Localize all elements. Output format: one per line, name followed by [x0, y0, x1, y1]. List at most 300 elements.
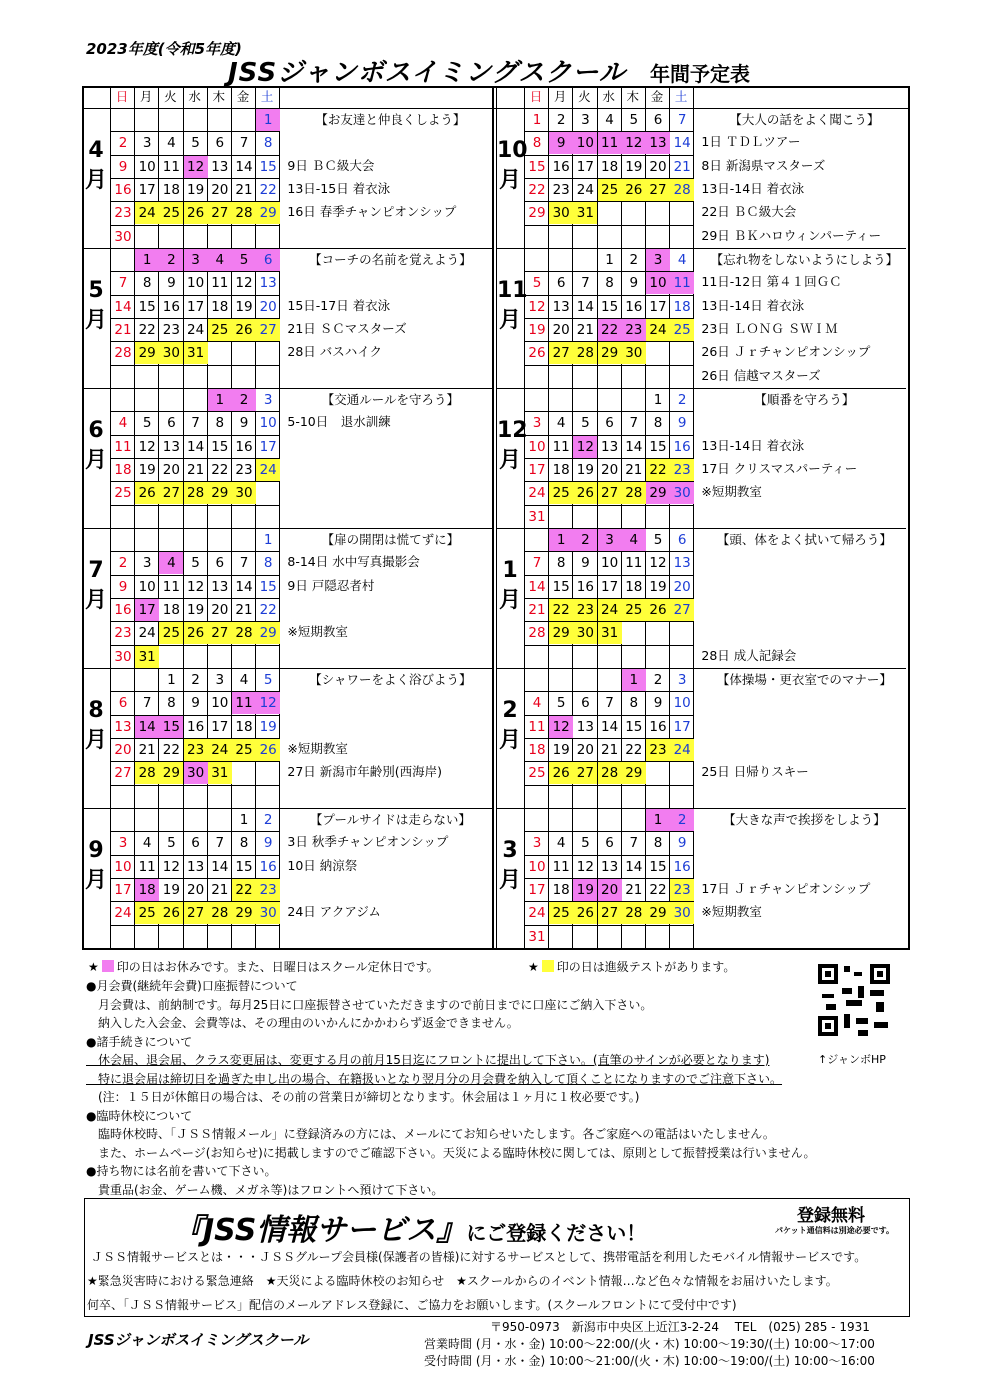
day-cell: 1: [549, 529, 573, 551]
day-cell: 5: [629, 112, 639, 128]
month-motto: 【扉の開閉は慌てずに】: [321, 532, 460, 547]
month-event: ※短期教室: [701, 904, 762, 920]
note-line: 納入した入会金、会費等は、その理由のいかんにかかわらず返金できません。: [86, 1016, 519, 1030]
day-cell: 20: [552, 321, 570, 338]
day-cell: 1: [135, 249, 159, 271]
day-cell: 21: [114, 321, 132, 338]
day-cell: 15: [552, 578, 570, 595]
day-cell: 6: [556, 275, 566, 292]
day-cell: 25: [114, 485, 132, 502]
day-cell: 6: [215, 555, 225, 572]
day-cell: 27: [646, 179, 670, 201]
day-cell: 9: [677, 835, 687, 852]
day-cell: 29: [646, 482, 670, 504]
day-cell: 22: [138, 321, 156, 338]
header-title: JSSジャンボスイミングスクール: [228, 58, 626, 88]
day-cell: 28: [184, 482, 208, 504]
note-line: 月会費は、前納制です。毎月25日に口座振替させていただきますので前日までに口座にご納入下さい。: [86, 997, 653, 1012]
day-cell: 27: [256, 319, 280, 341]
day-cell: 30: [549, 202, 573, 224]
day-cell: 16: [552, 158, 570, 175]
service-headline-main: 『JSS情報サービス』: [173, 1213, 467, 1248]
month-event: 22日 ＢＣ級大会: [701, 204, 797, 220]
qr-code: [818, 964, 890, 1036]
day-cell: 5: [653, 532, 663, 548]
day-cell: 13: [601, 438, 619, 455]
month-label: 12 月: [497, 418, 528, 473]
weekday-6: 土: [674, 89, 688, 104]
day-cell: 30: [256, 902, 280, 924]
day-cell: 29: [256, 622, 280, 644]
day-cell: 30: [184, 762, 208, 784]
day-cell: 27: [573, 762, 597, 784]
day-cell: 8: [215, 415, 225, 432]
day-cell: 15: [138, 298, 156, 315]
day-cell: 4: [208, 249, 232, 271]
day-cell: 7: [629, 415, 639, 432]
day-cell: 10: [646, 272, 670, 294]
month-event: 5-10日 退水訓練: [287, 414, 391, 430]
day-cell: 13: [114, 718, 132, 735]
day-cell: 31: [528, 508, 546, 525]
month-event: 1日 ＴＤＬツアー: [701, 134, 801, 150]
month-event: 28日 成人記録会: [701, 647, 797, 663]
day-cell: 11: [598, 132, 622, 154]
day-cell: 4: [556, 415, 566, 432]
day-cell: 29: [135, 342, 159, 364]
month-event: 8-14日 水中写真撮影会: [287, 554, 420, 570]
month-event: 13日-14日 着衣泳: [701, 437, 805, 453]
month-motto: 【忘れ物をしないようにしよう】: [710, 252, 899, 267]
day-cell: 7: [191, 415, 200, 432]
month-event: 3日 秋季チャンピオンシップ: [287, 834, 449, 850]
day-cell: 2: [556, 112, 566, 128]
day-cell: 17: [187, 298, 205, 315]
day-cell: 15: [601, 298, 619, 315]
day-cell: 19: [576, 461, 594, 478]
day-cell: 1: [532, 112, 542, 128]
day-cell: 7: [605, 695, 614, 712]
day-cell: 31: [208, 762, 232, 784]
day-cell: 8: [653, 415, 663, 432]
half-divider-2: [496, 86, 497, 950]
day-cell: 11: [162, 158, 180, 175]
day-cell: 14: [187, 438, 205, 455]
qr-caption: ↑ジャンボHP: [818, 1053, 886, 1066]
pink-swatch: [102, 960, 114, 972]
day-cell: 14: [625, 858, 643, 875]
day-cell: 4: [605, 112, 614, 128]
day-cell: 25: [232, 739, 256, 761]
day-cell: 3: [532, 415, 542, 432]
yellow-swatch: [542, 960, 554, 972]
day-cell: 20: [114, 741, 132, 758]
day-cell: 18: [552, 881, 570, 898]
footer-reception: 受付時間 (月・水・金) 10:00～21:00/(火・木) 10:00～19:00/(土) 10:00～16:00: [424, 1354, 875, 1368]
col-line: [621, 86, 622, 950]
day-cell: 6: [167, 415, 176, 432]
day-cell: 21: [528, 601, 546, 618]
month-event: 10日 納涼祭: [287, 857, 358, 873]
day-cell: 12: [528, 298, 546, 315]
day-cell: 9: [629, 275, 639, 292]
day-cell: 17: [649, 298, 667, 315]
free-label: 登録無料: [797, 1206, 865, 1226]
day-cell: 5: [232, 249, 256, 271]
day-cell: 15: [259, 158, 277, 175]
day-cell: 26: [159, 902, 183, 924]
month-label: 10 月: [497, 138, 528, 193]
month-label: 7 月: [84, 558, 107, 613]
day-cell: 7: [239, 555, 249, 572]
weekday-0: 日: [115, 89, 129, 104]
month-event: 9日 戸隠忍者村: [287, 577, 375, 593]
day-cell: 17: [528, 461, 546, 478]
day-cell: 27: [208, 202, 232, 224]
weekday-1: 月: [139, 89, 153, 104]
note-line: 臨時休校時、「ＪＳＳ情報メール」に登録済みの方には、メールにてお知らせいたします。各ご家庭への電話はいたしません。: [86, 1127, 775, 1141]
day-cell: 1: [208, 389, 232, 411]
day-cell: 2: [653, 672, 663, 688]
day-cell: 8: [532, 135, 542, 152]
day-cell: 14: [673, 135, 691, 152]
month-event: 13日-14日 着衣泳: [701, 297, 805, 313]
day-cell: 30: [232, 482, 256, 504]
service-headline-tail: にご登録ください！: [466, 1221, 647, 1245]
day-cell: 21: [673, 158, 691, 175]
day-cell: 26: [184, 202, 208, 224]
day-cell: 27: [670, 599, 694, 621]
day-cell: 18: [625, 578, 643, 595]
day-cell: 14: [576, 298, 594, 315]
day-cell: 6: [118, 695, 128, 712]
legend-holiday: [88, 958, 439, 977]
day-cell: 13: [259, 275, 277, 292]
day-cell: 12: [573, 436, 597, 458]
day-cell: 19: [235, 298, 253, 315]
day-cell: 2: [670, 809, 694, 831]
day-cell: 2: [263, 812, 273, 828]
note-line: 特に退会届は締切日を過ぎた申し出の場合、在籍扱いとなり翌月分の月会費を納入して頂くことになりますのでご注意下さい。: [86, 1071, 783, 1086]
day-cell: 25: [135, 902, 159, 924]
row-line: [524, 645, 693, 646]
day-cell: 13: [576, 718, 594, 735]
day-cell: 19: [649, 578, 667, 595]
day-cell: 7: [142, 695, 152, 712]
day-cell: 13: [552, 298, 570, 315]
day-cell: 10: [673, 695, 691, 712]
day-cell: 28: [622, 482, 646, 504]
day-cell: 2: [191, 672, 200, 688]
day-cell: 6: [677, 532, 687, 548]
day-cell: 20: [187, 881, 205, 898]
day-cell: 18: [135, 879, 159, 901]
day-cell: 3: [184, 249, 208, 271]
day-cell: 4: [239, 672, 249, 688]
day-cell: 30: [114, 228, 132, 245]
day-cell: 3: [581, 112, 590, 128]
day-cell: 18: [162, 181, 180, 198]
day-cell: 24: [256, 459, 280, 481]
header-subtitle: 年間予定表: [650, 62, 750, 86]
month-motto: 【コーチの名前を覚えよう】: [309, 252, 472, 267]
annual-calendar: [82, 86, 910, 950]
day-cell: 4: [677, 252, 687, 268]
day-cell: 12: [622, 132, 646, 154]
day-cell: 4: [532, 695, 542, 712]
day-cell: 22: [162, 741, 180, 758]
day-cell: 5: [581, 415, 590, 432]
day-cell: 4: [142, 835, 152, 852]
day-cell: 5: [581, 835, 590, 852]
day-cell: 3: [118, 835, 128, 852]
day-cell: 2: [573, 529, 597, 551]
day-cell: 21: [601, 741, 619, 758]
day-cell: 25: [208, 319, 232, 341]
day-cell: 18: [601, 158, 619, 175]
day-cell: 28: [232, 202, 256, 224]
day-cell: 27: [598, 482, 622, 504]
month-motto: 【体操場・更衣室でのマナー】: [716, 672, 892, 687]
row-line: [110, 365, 279, 366]
month-label: 9 月: [84, 838, 107, 893]
day-cell: 3: [532, 835, 542, 852]
day-cell: 24: [528, 905, 546, 922]
day-cell: 23: [552, 181, 570, 198]
day-cell: 16: [576, 578, 594, 595]
day-cell: 16: [114, 181, 132, 198]
day-cell: 12: [549, 716, 573, 738]
day-cell: 11: [552, 438, 570, 455]
month-event: 21日 ＳＣマスターズ: [287, 320, 407, 336]
day-cell: 31: [573, 202, 597, 224]
day-cell: 14: [235, 578, 253, 595]
day-cell: 8: [263, 555, 273, 572]
day-cell: 21: [235, 181, 253, 198]
weekday-4: 木: [212, 89, 226, 104]
day-cell: 5: [191, 135, 200, 152]
day-cell: 16: [162, 298, 180, 315]
day-cell: 22: [211, 461, 229, 478]
day-cell: 11: [528, 718, 546, 735]
month-event: 23日 ＬＯＮＧ ＳＷＩＭ: [701, 320, 838, 336]
footer-hours: 営業時間 (月・水・金) 10:00～22:00/(火・木) 10:00～19:30/(土) 10:00～17:00: [424, 1337, 875, 1351]
weekday-0: 日: [529, 89, 543, 104]
month-event: 16日 春季チャンピオンシップ: [287, 204, 457, 220]
day-cell: 25: [159, 202, 183, 224]
month-motto: 【大きな声で挨拶をしよう】: [723, 812, 886, 827]
month-event: ※短期教室: [701, 484, 762, 500]
day-cell: 23: [646, 739, 670, 761]
day-cell: 25: [159, 622, 183, 644]
legend-test-text: 印の日は進級テストがあります。: [556, 960, 736, 974]
day-cell: 29: [549, 622, 573, 644]
weekday-4: 木: [626, 89, 640, 104]
day-cell: 24: [598, 599, 622, 621]
header-year: 2023年度(令和5年度): [86, 40, 242, 58]
day-cell: 11: [162, 578, 180, 595]
row-line: [110, 225, 279, 226]
day-cell: 3: [263, 392, 273, 408]
day-cell: 29: [159, 762, 183, 784]
day-cell: 15: [235, 858, 253, 875]
day-cell: 14: [625, 438, 643, 455]
day-cell: 15: [259, 578, 277, 595]
month-label: 5 月: [84, 278, 107, 333]
month-motto: 【お友達と仲良くしよう】: [315, 112, 466, 127]
service-line-2: ★緊急災害時における緊急連絡 ★天災による臨時休校のお知らせ ★スクールからのイベント情報…など色々な情報をお届けいたします。: [87, 1274, 838, 1288]
weekday-2: 火: [578, 89, 591, 104]
month-motto: 【頭、体をよく拭いて帰ろう】: [716, 532, 892, 547]
day-cell: 18: [235, 718, 253, 735]
day-cell: 18: [673, 298, 691, 315]
day-cell: 11: [625, 555, 643, 572]
day-cell: 17: [114, 881, 132, 898]
day-cell: 28: [208, 902, 232, 924]
day-cell: 25: [528, 765, 546, 782]
month-label: 2 月: [498, 698, 521, 753]
day-cell: 14: [528, 578, 546, 595]
day-cell: 28: [528, 625, 546, 642]
day-cell: 9: [677, 415, 687, 432]
day-cell: 9: [263, 835, 273, 852]
day-cell: 8: [167, 695, 176, 712]
day-cell: 29: [598, 342, 622, 364]
day-cell: 10: [573, 132, 597, 154]
service-line-3: 何卒、「ＪＳＳ情報サービス」配信のメールアドレス登録に、ご協力をお願いします。(スクールフロントにて受付中です): [87, 1298, 737, 1312]
day-cell: 2: [159, 249, 183, 271]
day-cell: 17: [673, 718, 691, 735]
day-cell: 8: [556, 555, 566, 572]
row-line: [524, 225, 693, 226]
day-cell: 24: [114, 905, 132, 922]
day-cell: 21: [625, 881, 643, 898]
row-line: [110, 505, 279, 506]
day-cell: 10: [259, 415, 277, 432]
day-cell: 24: [208, 739, 232, 761]
day-cell: 12: [184, 156, 208, 178]
day-cell: 21: [625, 461, 643, 478]
star-icon: ★: [528, 960, 539, 974]
month-motto: 【シャワーをよく浴びよう】: [309, 672, 472, 687]
day-cell: 26: [646, 599, 670, 621]
weekday-1: 月: [553, 89, 567, 104]
day-cell: 4: [622, 529, 646, 551]
day-cell: 22: [259, 181, 277, 198]
day-cell: 1: [256, 109, 280, 131]
day-cell: 16: [114, 601, 132, 618]
day-cell: 19: [625, 158, 643, 175]
day-cell: 9: [653, 695, 663, 712]
month-event: 28日 バスハイク: [287, 344, 383, 360]
day-cell: 23: [184, 739, 208, 761]
day-cell: 22: [259, 601, 277, 618]
day-cell: 16: [187, 718, 205, 735]
day-cell: 6: [256, 249, 280, 271]
month-event: 15日-17日 着衣泳: [287, 297, 391, 313]
day-cell: 15: [159, 716, 183, 738]
day-cell: 19: [187, 601, 205, 618]
weekday-2: 火: [164, 89, 177, 104]
day-cell: 6: [215, 135, 225, 152]
day-cell: 12: [162, 858, 180, 875]
row-line: [524, 785, 693, 786]
day-cell: 28: [232, 622, 256, 644]
day-cell: 11: [232, 692, 256, 714]
day-cell: 26: [232, 319, 256, 341]
weekday-6: 土: [260, 89, 274, 104]
day-cell: 5: [556, 695, 566, 712]
day-cell: 16: [235, 438, 253, 455]
day-cell: 24: [646, 319, 670, 341]
day-cell: 15: [528, 158, 546, 175]
day-cell: 18: [114, 461, 132, 478]
row-line: [110, 785, 279, 786]
day-cell: 6: [605, 835, 614, 852]
day-cell: 20: [162, 461, 180, 478]
day-cell: 28: [573, 342, 597, 364]
day-cell: 11: [138, 858, 156, 875]
day-cell: 24: [576, 181, 594, 198]
month-event: 27日 新潟市年齢別(西海岸): [287, 764, 443, 780]
day-cell: 6: [653, 112, 663, 128]
day-cell: 17: [138, 181, 156, 198]
day-cell: 7: [118, 275, 128, 292]
day-cell: 9: [191, 695, 200, 712]
day-cell: 11: [552, 858, 570, 875]
day-cell: 31: [135, 646, 159, 668]
day-cell: 22: [625, 741, 643, 758]
day-cell: 14: [114, 298, 132, 315]
month-label: 1 月: [498, 558, 521, 613]
day-cell: 13: [601, 858, 619, 875]
day-cell: 17: [211, 718, 229, 735]
footer-school: JSSジャンボスイミングスクール: [88, 1331, 309, 1349]
day-cell: 3: [142, 555, 152, 572]
day-cell: 2: [118, 555, 128, 572]
day-cell: 13: [673, 555, 691, 572]
note-heading: ●臨時休校について: [86, 1108, 193, 1123]
day-cell: 28: [598, 762, 622, 784]
row-line: [524, 365, 693, 366]
day-cell: 23: [622, 319, 646, 341]
day-cell: 5: [167, 835, 176, 852]
weekday-3: 水: [188, 89, 201, 104]
day-cell: 30: [573, 622, 597, 644]
day-cell: 19: [162, 881, 180, 898]
day-cell: 13: [187, 858, 205, 875]
day-cell: 4: [159, 552, 183, 574]
day-cell: 19: [573, 879, 597, 901]
day-cell: 29: [646, 902, 670, 924]
day-cell: 3: [598, 529, 622, 551]
note-heading: ●月会費(継続年会費)口座振替について: [86, 979, 298, 993]
day-cell: 1: [239, 812, 249, 828]
day-cell: 7: [239, 135, 249, 152]
day-cell: 30: [114, 648, 132, 665]
day-cell: 27: [184, 902, 208, 924]
day-cell: 8: [142, 275, 152, 292]
day-cell: 3: [677, 672, 687, 688]
month-event: 17日 Ｊｒチャンピオンシップ: [701, 880, 871, 896]
day-cell: 19: [138, 461, 156, 478]
day-cell: 13: [646, 132, 670, 154]
day-cell: 25: [598, 179, 622, 201]
row-line: [524, 925, 693, 926]
day-cell: 22: [232, 879, 256, 901]
day-cell: 31: [184, 342, 208, 364]
day-cell: 9: [549, 132, 573, 154]
